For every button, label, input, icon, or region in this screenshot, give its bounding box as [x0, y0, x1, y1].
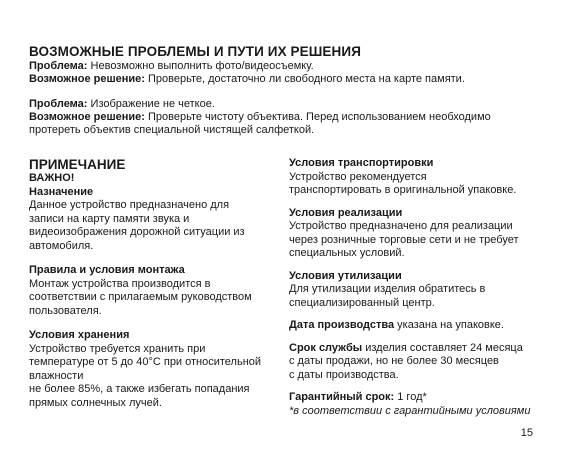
storage-line: влажности — [29, 369, 84, 382]
sale-line: Устройство предназначено для реализации — [289, 220, 513, 232]
production-label: Дата производства — [289, 319, 395, 331]
warranty-text: 1 год* — [394, 391, 427, 403]
sale-title: Условия реализации — [289, 206, 403, 219]
service-life — [289, 342, 544, 356]
storage-line: температуре от 5 до 40°С при относительной — [29, 356, 262, 368]
conditions-column — [289, 157, 544, 418]
purpose-line: видеоизображения дорожной ситуации из — [29, 226, 245, 238]
important-label: ВАЖНО! — [29, 172, 75, 184]
solution-label: Возможное решение: — [29, 111, 145, 123]
service-line: с даты производства. — [289, 368, 399, 381]
issue2-solution-text-1: Проверьте чистоту объектива. Перед использованием необходимо — [148, 111, 491, 123]
issue2-problem — [29, 98, 215, 111]
storage-title: Условия хранения — [29, 329, 130, 341]
issue1-problem — [29, 60, 314, 73]
service-text: изделия составляет 24 месяца — [362, 341, 523, 354]
mount-line: пользователя. — [29, 304, 102, 317]
storage-line: не более 85%, а также избегать попадания — [29, 383, 250, 395]
mount-title: Правила и условия монтажа — [29, 264, 185, 276]
issue1-solution — [29, 73, 465, 86]
disposal-line: специализированный центр. — [289, 296, 435, 309]
service-line: с даты продажи, но не более 30 месяцев — [289, 355, 499, 367]
page-title: ВОЗМОЖНЫЕ ПРОБЛЕМЫ И ПУТИ ИХ РЕШЕНИЯ — [29, 44, 361, 59]
purpose-line: Данное устройство предназначено для — [29, 199, 230, 211]
issue2-problem-text: Изображение не четкое. — [90, 98, 215, 110]
problem-label: Проблема: — [29, 98, 88, 110]
note-column — [29, 157, 274, 410]
sale-line: специальных условий. — [289, 247, 405, 259]
storage-line: прямых солнечных лучей. — [29, 396, 162, 409]
storage-line: Устройство требуется хранить при — [29, 342, 206, 355]
issue1-problem-text: Невозможно выполнить фото/видеосъемку. — [90, 60, 314, 72]
page-number: 15 — [520, 427, 533, 439]
warranty-label: Гарантийный срок: — [289, 391, 395, 403]
issue1-solution-text: Проверьте, достаточно ли свободного места на карте памяти. — [148, 73, 465, 85]
warranty — [289, 391, 544, 405]
disposal-title: Условия утилизации — [289, 269, 402, 282]
issue2-solution — [29, 111, 491, 124]
transport-title: Условия транспортировки — [289, 157, 434, 169]
production-date — [289, 319, 544, 333]
purpose-title: Назначение — [29, 185, 94, 198]
solution-label: Возможное решение: — [29, 73, 145, 85]
transport-line: транспортировать в оригинальной упаковке. — [289, 184, 517, 196]
mount-line: соответствии с прилагаемым руководством — [29, 291, 252, 303]
issue2-solution-cont: протереть объектив специальной чистящей салфеткой. — [29, 124, 315, 136]
mount-line: Монтаж устройства производится в — [29, 277, 211, 290]
warranty-note: *в соответствии с гарантийными условиями — [289, 404, 531, 417]
purpose-line: записи на карту памяти звука и — [29, 212, 190, 225]
service-label: Срок службы — [289, 341, 363, 354]
sale-line: через розничные торговые сети и не требует — [289, 233, 519, 246]
purpose-line: автомобиля. — [29, 239, 94, 252]
disposal-line: Для утилизации изделия обратитесь в — [289, 283, 486, 295]
transport-line: Устройство рекомендуется — [289, 170, 427, 183]
problem-label: Проблема: — [29, 60, 88, 72]
note-title: ПРИМЕЧАНИЕ — [29, 157, 126, 172]
production-text: указана на упаковке. — [394, 319, 504, 331]
